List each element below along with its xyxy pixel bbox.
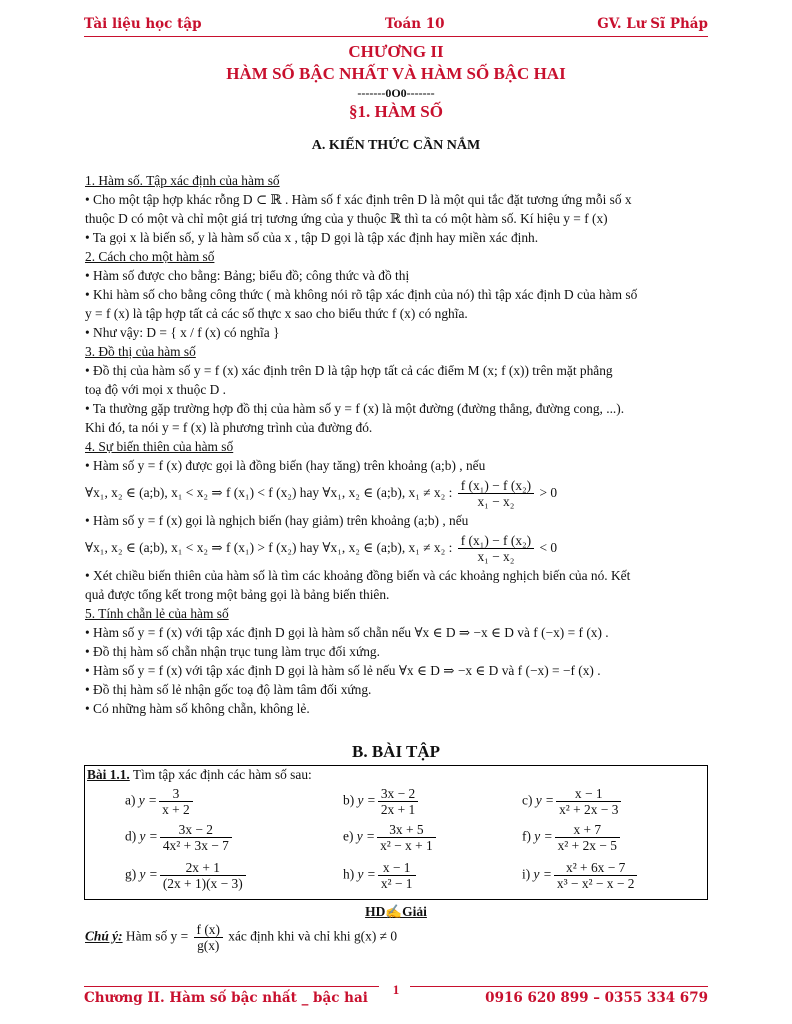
s3-title: 3. Đồ thị của hàm số bbox=[85, 344, 196, 359]
fraction-denominator: 2x + 1 bbox=[380, 802, 416, 817]
s5-line: • Đồ thị hàm số lẻ nhận gốc toạ độ làm tâm đối xứng. bbox=[85, 682, 372, 697]
s3-line: Khi đó, ta nói y = f (x) là phương trình của đường đó. bbox=[85, 420, 373, 435]
s2-line: • Hàm số được cho bằng: Bảng; biểu đồ; công thức và đồ thị bbox=[85, 268, 410, 283]
item-tag: e) bbox=[343, 828, 354, 844]
item-fraction bbox=[377, 822, 436, 853]
section-title: §1. HÀM SỐ bbox=[349, 102, 443, 121]
s4-line: quả được tổng kết trong một bảng gọi là bảng biến thiên. bbox=[85, 587, 390, 602]
item-lhs: y = bbox=[356, 828, 376, 844]
item-tag: f) bbox=[522, 828, 531, 844]
exercise-item bbox=[343, 786, 420, 817]
exercise-label: Bài 1.1. bbox=[87, 767, 130, 782]
item-fraction bbox=[160, 860, 246, 891]
item-tag: g) bbox=[125, 866, 137, 882]
exercise-item bbox=[343, 822, 438, 853]
exercise-item bbox=[125, 786, 195, 817]
footer-left: Chương II. Hàm số bậc nhất _ bậc hai bbox=[84, 990, 368, 1006]
page-number: 1 bbox=[392, 982, 400, 997]
s2-line: • Khi hàm số cho bằng công thức ( mà không nói rõ tập xác định của nó) thì tập xác định D của hàm số bbox=[85, 287, 638, 302]
item-fraction bbox=[555, 822, 620, 853]
formula-left: ∀x₁, x₂ ∈ (a;b), x₁ < x₂ ⇒ f (x₁) < f (x₂) hay ∀x₁, x₂ ∈ (a;b), x₁ ≠ x₂ : bbox=[85, 485, 453, 500]
item-lhs: y = bbox=[357, 792, 376, 808]
fraction-denominator: x² − 1 bbox=[380, 876, 413, 891]
item-tag: b) bbox=[343, 792, 355, 808]
item-fraction bbox=[159, 786, 193, 817]
fraction-numerator: 3x − 2 bbox=[160, 822, 232, 838]
fraction-numerator: x + 7 bbox=[555, 822, 620, 838]
s5-line: • Hàm số y = f (x) với tập xác định D gọi là hàm số lẻ nếu ∀x ∈ D ⇒ −x ∈ D và f (−x) = −f (x) . bbox=[85, 663, 601, 678]
chapter-title: HÀM SỐ BẬC NHẤT VÀ HÀM SỐ BẬC HAI bbox=[226, 64, 566, 83]
page-header bbox=[84, 16, 708, 36]
item-fraction bbox=[554, 860, 638, 891]
s2-title: 2. Cách cho một hàm số bbox=[85, 249, 215, 264]
fraction-numerator: x − 1 bbox=[556, 786, 621, 802]
item-fraction bbox=[556, 786, 621, 817]
s5-line: • Đồ thị hàm số chẵn nhận trục tung làm trục đối xứng. bbox=[85, 644, 380, 659]
item-lhs: y = bbox=[138, 792, 158, 808]
exercise-item bbox=[522, 786, 623, 817]
note-pre: Hàm số y = bbox=[122, 928, 189, 944]
footer-right: 0916 620 899 – 0355 334 679 bbox=[485, 990, 708, 1006]
exercise-item bbox=[522, 860, 639, 891]
fraction-numerator: f (x₁) − f (x₂) bbox=[458, 478, 534, 494]
item-lhs: y = bbox=[534, 828, 553, 844]
fraction-numerator: 3x − 2 bbox=[378, 786, 418, 802]
exercise-item bbox=[125, 860, 248, 891]
exercise-prompt: Tìm tập xác định các hàm số sau: bbox=[129, 767, 312, 782]
exercise-item bbox=[522, 822, 622, 853]
fraction-denominator: x₁ − x₂ bbox=[477, 494, 515, 510]
note-label: Chú ý: bbox=[85, 928, 123, 944]
footer-rule-left bbox=[84, 986, 379, 987]
header-right: GV. Lư Sĩ Pháp bbox=[597, 16, 708, 32]
exercise-item bbox=[343, 860, 418, 891]
decreasing-formula bbox=[85, 530, 705, 566]
chapter-label: CHƯƠNG II bbox=[348, 42, 444, 61]
header-left: Tài liệu học tập bbox=[84, 16, 202, 32]
s5-title: 5. Tính chẵn lẻ của hàm số bbox=[85, 606, 229, 621]
s4-line: • Hàm số y = f (x) gọi là nghịch biến (hay giảm) trên khoảng (a;b) , nếu bbox=[85, 513, 469, 528]
fraction-denominator: x² − x + 1 bbox=[380, 838, 433, 853]
s3-line: • Đồ thị của hàm số y = f (x) xác định trên D là tập hợp tất cả các điểm M (x; f (x)) trên mặt phẳng bbox=[85, 363, 613, 378]
item-fraction bbox=[378, 786, 418, 817]
fraction-numerator: 2x + 1 bbox=[160, 860, 246, 876]
fraction-numerator: x − 1 bbox=[378, 860, 416, 876]
s4-line: • Xét chiều biến thiên của hàm số là tìm các khoảng đồng biến và các khoảng nghịch biến của nó. Kết bbox=[85, 568, 631, 583]
formula-left: ∀x₁, x₂ ∈ (a;b), x₁ < x₂ ⇒ f (x₁) > f (x₂) hay ∀x₁, x₂ ∈ (a;b), x₁ ≠ x₂ : bbox=[85, 540, 453, 555]
item-tag: a) bbox=[125, 792, 136, 808]
footer-rule-right bbox=[410, 986, 708, 987]
note-fraction bbox=[194, 922, 223, 953]
part-a-heading: A. KIẾN THỨC CẦN NẮM bbox=[311, 138, 481, 153]
theory-body bbox=[85, 171, 705, 718]
s1-line: thuộc D có một và chỉ một giá trị tương ứng của y thuộc ℝ thì ta có một hàm số. Kí hiệu y = f (x) bbox=[85, 211, 608, 226]
s4-line: • Hàm số y = f (x) được gọi là đồng biến (hay tăng) trên khoảng (a;b) , nếu bbox=[85, 458, 486, 473]
note-post: xác định khi và chỉ khi g(x) ≠ 0 bbox=[228, 928, 398, 944]
fraction-denominator: x³ − x² − x − 2 bbox=[556, 876, 635, 891]
fraction-denominator: 4x² + 3x − 7 bbox=[162, 838, 229, 853]
s1-title: 1. Hàm số. Tập xác định của hàm số bbox=[85, 173, 280, 188]
fraction-numerator: 3x + 5 bbox=[377, 822, 436, 838]
s3-line: • Ta thường gặp trường hợp đồ thị của hàm số y = f (x) là một đường (đường thẳng, đường cong, ...). bbox=[85, 401, 625, 416]
s5-line: • Hàm số y = f (x) với tập xác định D gọi là hàm số chẵn nếu ∀x ∈ D ⇒ −x ∈ D và f (−x) = f (x) . bbox=[85, 625, 609, 640]
fraction-denominator: x² + 2x − 3 bbox=[559, 802, 619, 817]
note-line bbox=[85, 922, 397, 953]
s2-line: y = f (x) là tập hợp tất cả các số thực x sao cho biểu thức f (x) có nghĩa. bbox=[85, 306, 468, 321]
part-b-heading: B. BÀI TẬP bbox=[351, 742, 440, 761]
formula-fraction bbox=[458, 478, 534, 509]
exercise-item bbox=[125, 822, 234, 853]
exercise-box bbox=[84, 765, 708, 900]
increasing-formula bbox=[85, 475, 705, 511]
s4-title: 4. Sự biến thiên của hàm số bbox=[85, 439, 234, 454]
fraction-denominator: x² + 2x − 5 bbox=[557, 838, 617, 853]
fraction-numerator: 3 bbox=[159, 786, 193, 802]
item-tag: c) bbox=[522, 792, 533, 808]
item-fraction bbox=[378, 860, 416, 891]
solution-heading: HD✍Giải bbox=[365, 904, 427, 919]
s1-line: • Ta gọi x là biến số, y là hàm số của x , tập D gọi là tập xác định hay miền xác định. bbox=[85, 230, 539, 245]
fraction-numerator: f (x) bbox=[194, 922, 223, 938]
header-center: Toán 10 bbox=[385, 16, 445, 32]
item-lhs: y = bbox=[535, 792, 555, 808]
formula-right: > 0 bbox=[539, 485, 558, 500]
item-tag: h) bbox=[343, 866, 355, 882]
item-lhs: y = bbox=[139, 828, 158, 844]
s5-line: • Có những hàm số không chẵn, không lẻ. bbox=[85, 701, 310, 716]
s1-line: • Cho một tập hợp khác rỗng D ⊂ ℝ . Hàm số f xác định trên D là một qui tắc đặt tương ứng mỗi số x bbox=[85, 192, 632, 207]
exercise-heading bbox=[87, 767, 312, 783]
item-tag: i) bbox=[522, 866, 531, 882]
item-fraction bbox=[160, 822, 232, 853]
formula-fraction bbox=[458, 533, 534, 564]
fraction-numerator: f (x₁) − f (x₂) bbox=[458, 533, 534, 549]
s2-line: • Như vậy: D = { x / f (x) có nghĩa } bbox=[85, 325, 280, 340]
item-tag: d) bbox=[125, 828, 137, 844]
header-rule bbox=[84, 36, 708, 37]
fraction-denominator: g(x) bbox=[197, 938, 220, 953]
fraction-numerator: x² + 6x − 7 bbox=[554, 860, 638, 876]
formula-right: < 0 bbox=[539, 540, 558, 555]
item-lhs: y = bbox=[533, 866, 552, 882]
item-lhs: y = bbox=[357, 866, 376, 882]
fraction-denominator: (2x + 1)(x − 3) bbox=[162, 876, 243, 891]
fraction-denominator: x + 2 bbox=[162, 802, 190, 817]
fraction-denominator: x₁ − x₂ bbox=[477, 549, 515, 565]
s3-line: toạ độ với mọi x thuộc D . bbox=[85, 382, 226, 397]
item-lhs: y = bbox=[139, 866, 158, 882]
separator: -------0O0------- bbox=[357, 86, 435, 100]
